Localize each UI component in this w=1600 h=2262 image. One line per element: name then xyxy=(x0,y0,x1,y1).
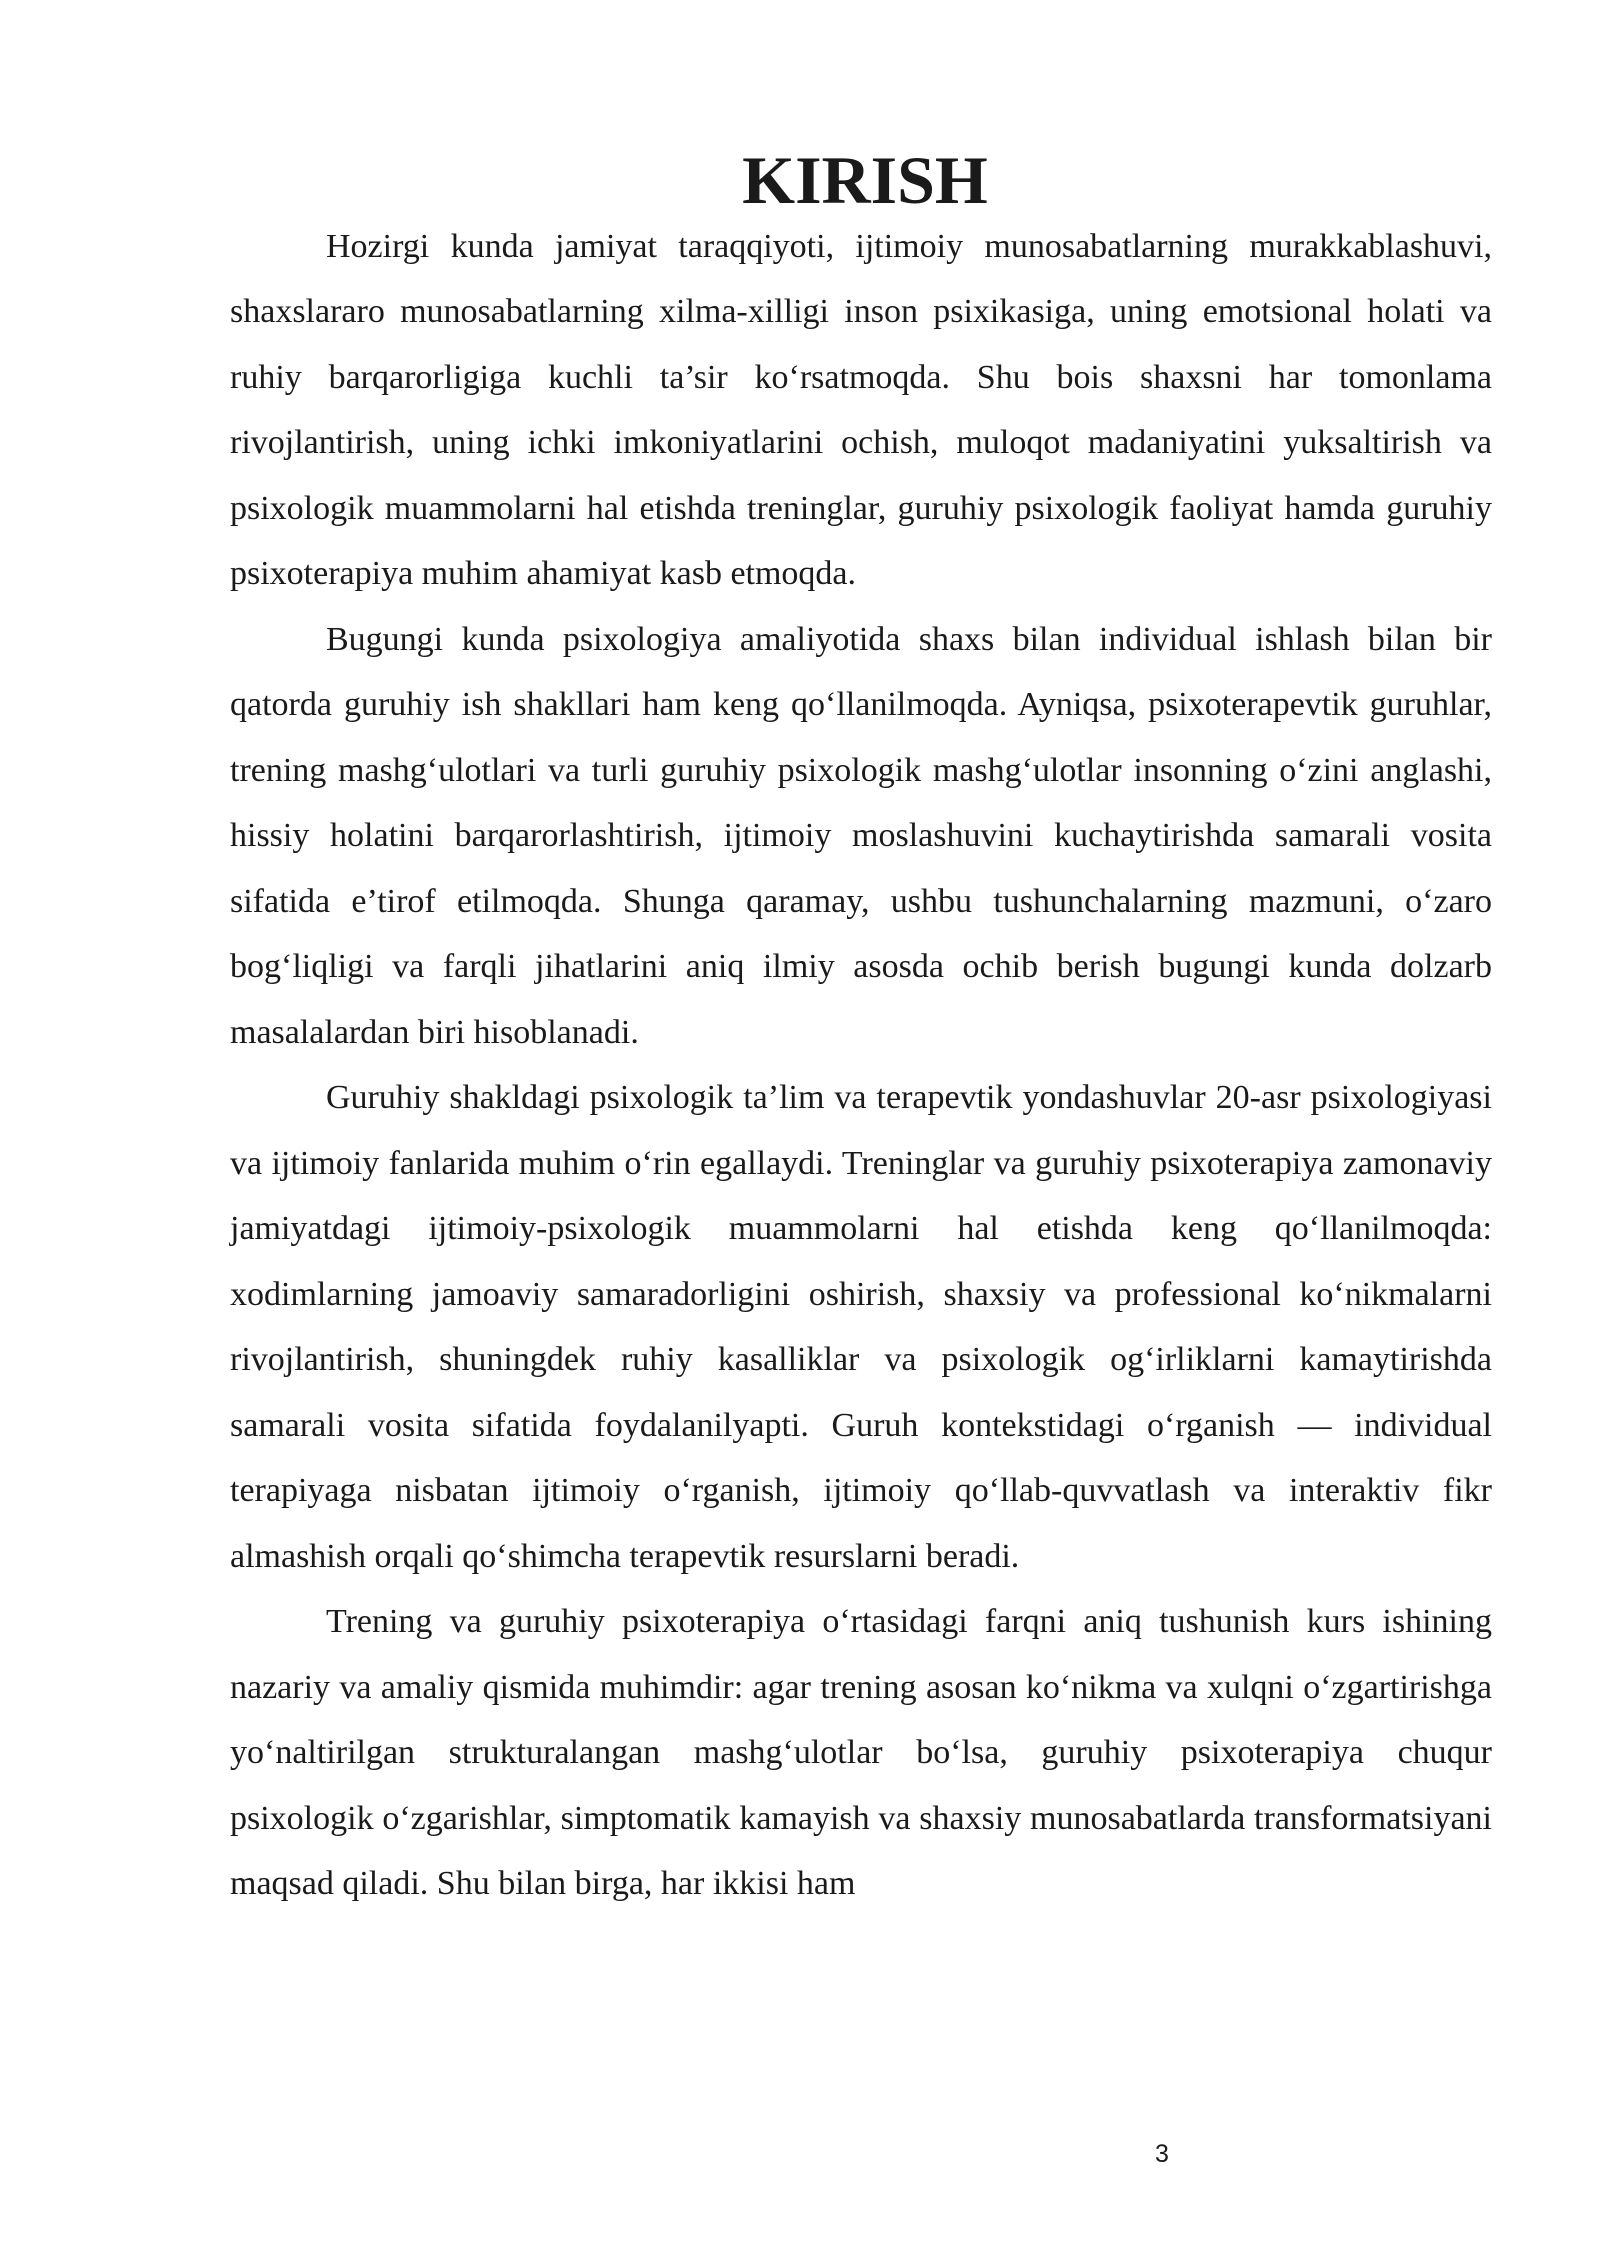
document-body xyxy=(230,142,1492,1917)
paragraph-2: Bugungi kunda psixologiya amaliyotida shaxs bilan individual ishlash bilan bir qatorda guruhiy ish shakllari ham keng qo‘llanilmoqda. Ayniqsa, psixoterapevtik guruhlar, trening mashg‘ulotlari va turli guruhiy psixologik mashg‘ulotlar insonning o‘zini anglashi, hissiy holatini barqarorlashtirish, ijtimoiy moslashuvini kuchaytirishda samarali vosita sifatida e’tirof etilmoqda. Shunga qaramay, ushbu tushunchalarning mazmuni, o‘zaro bog‘liqligi va farqli jihatlarini aniq ilmiy asosda ochib berish bugungi kunda dolzarb masalalardan biri hisoblanadi. xyxy=(230,620,1492,1051)
paragraph-3: Guruhiy shakldagi psixologik ta’lim va terapevtik yondashuvlar 20-asr psixologiyasi va ijtimoiy fanlarida muhim o‘rin egallaydi. Treninglar va guruhiy psixoterapiya zamonaviy jamiyatdagi ijtimoiy-psixologik muammolarni hal etishda keng qo‘llanilmoqda: xodimlarning jamoaviy samaradorligini oshirish, shaxsiy va professional ko‘nikmalarni rivojlantirish, shuningdek ruhiy kasalliklar va psixologik og‘irliklarni kamaytirishda samarali vosita sifatida foydalanilyapti. Guruh kontekstidagi o‘rganish — individual terapiyaga nisbatan ijtimoiy o‘rganish, ijtimoiy qo‘llab-quvvatlash va interaktiv fikr almashish orqali qo‘shimcha terapevtik resurslarni beradi. xyxy=(230,1079,1492,1575)
paragraph-1: Hozirgi kunda jamiyat taraqqiyoti, ijtimoiy munosabatlarning murakkablashuvi, shaxslararo munosabatlarning xilma-xilligi inson psixikasiga, uning emotsional holati va ruhiy barqarorligiga kuchli ta’sir ko‘rsatmoqda. Shu bois shaxsni har tomonlama rivojlantirish, uning ichki imkoniyatlarini ochish, muloqot madaniyatini yuksaltirish va psixologik muammolarni hal etishda treninglar, guruhiy psixologik faoliyat hamda guruhiy psixoterapiya muhim ahamiyat kasb etmoqda. xyxy=(230,227,1492,592)
paragraph-4: Trening va guruhiy psixoterapiya o‘rtasidagi farqni aniq tushunish kurs ishining nazariy va amaliy qismida muhimdir: agar trening asosan ko‘nikma va xulqni o‘zgartirishga yo‘naltirilgan strukturalangan mashg‘ulotlar bo‘lsa, guruhiy psixoterapiya chuqur psixologik o‘zgarishlar, simptomatik kamayish va shaxsiy munosabatlarda transformatsiyani maqsad qiladi. Shu bilan birga, har ikkisi ham xyxy=(230,1603,1492,1902)
section-title: KIRISH xyxy=(742,142,988,218)
page-number: 3 xyxy=(1155,2140,1169,2168)
